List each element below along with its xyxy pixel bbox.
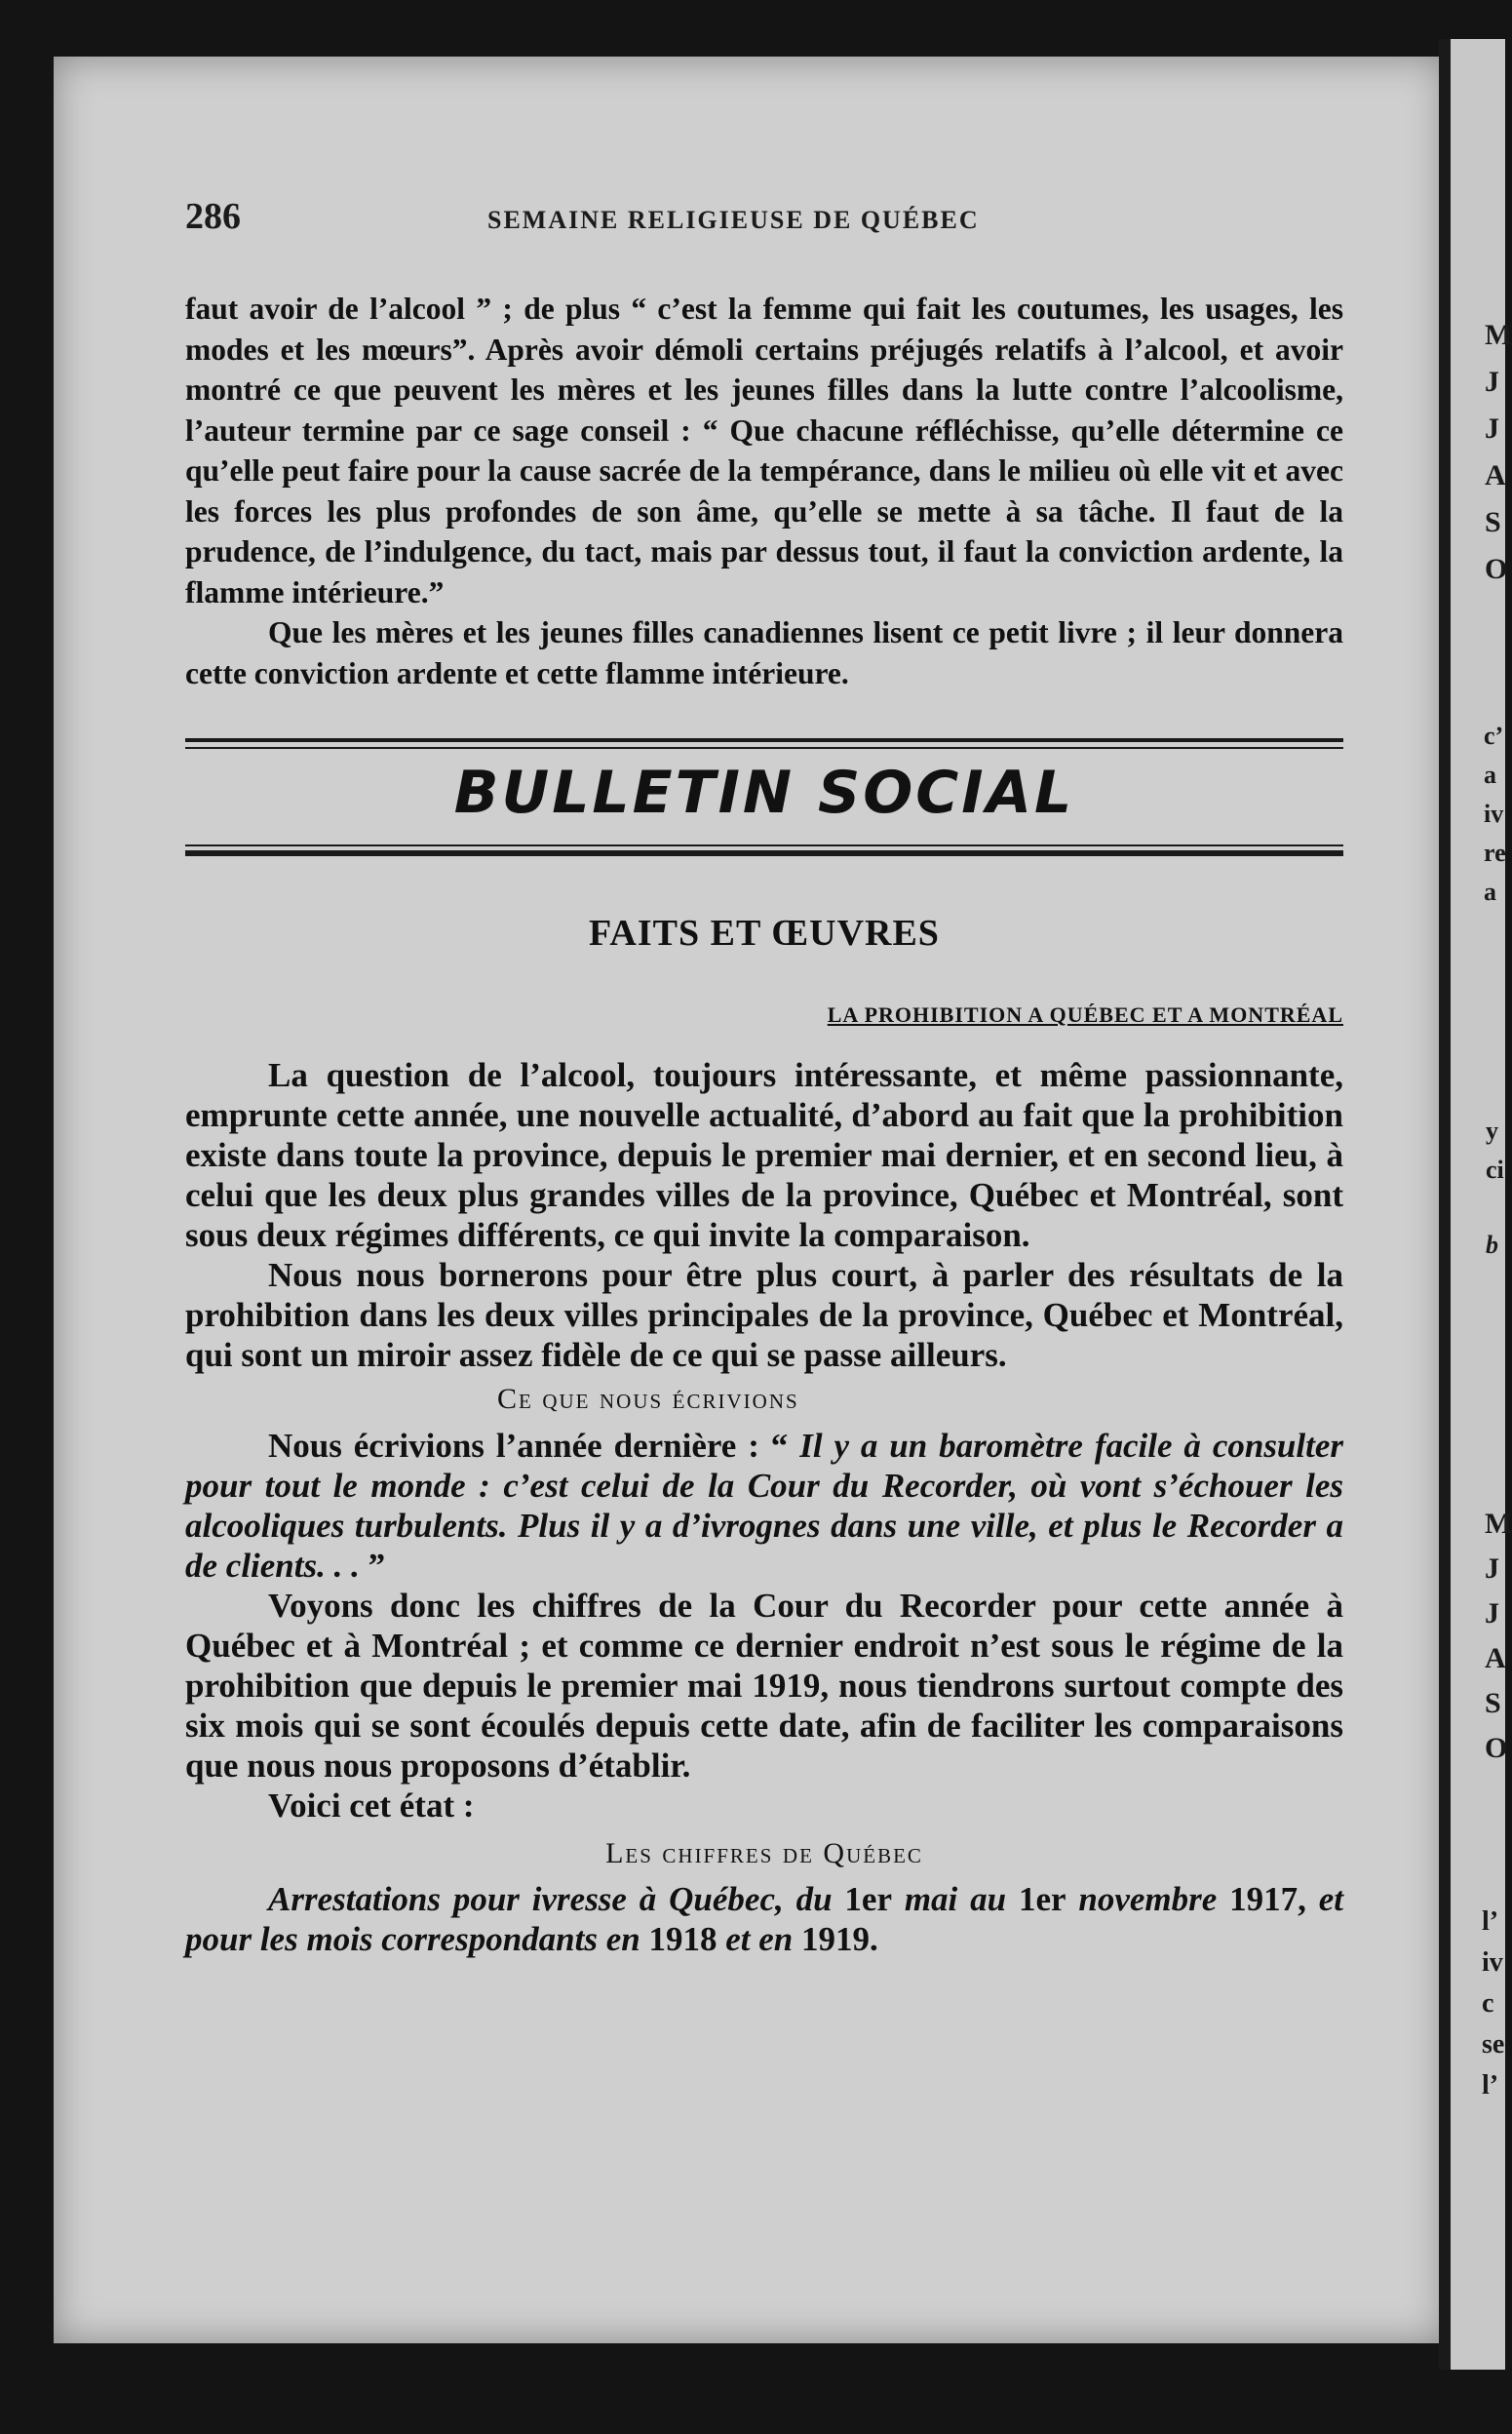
page-number: 286: [185, 196, 241, 237]
facing-letter: M: [1485, 319, 1512, 351]
heading-chiffres-quebec: Les chiffres de Québec: [605, 1836, 923, 1869]
facing-letter: J: [1485, 1552, 1499, 1585]
rule-bottom-thick: [185, 850, 1343, 856]
heading-ce-que-nous-ecrivions: Ce que nous écrivions: [497, 1383, 799, 1415]
p3-end: ”: [368, 1546, 386, 1585]
facing-letter: S: [1485, 506, 1501, 538]
intro-text: [185, 289, 1343, 693]
body-paragraph-2: Nous nous bornerons pour être plus court, à parler des résultats de la prohibition dans les deux villes principales de la province, Québec et Montréal, qui sont un miroir assez fidèle de ce qui se passe ailleurs.: [185, 1256, 1343, 1374]
facing-letter: re: [1484, 839, 1506, 867]
p6-f: 1917,: [1229, 1880, 1306, 1918]
body-paragraph-4: Voyons donc les chiffres de la Cour du Recorder pour cette année à Québec et à Montréal ; et comme ce dernier endroit n’est sous le régime de la prohibition que depuis le premier mai 1919, nous tiendrons surtout compte des six mois qui se sont écoulés depuis cette date, afin de faciliter les comparaisons que nous nous proposons d’établir.: [185, 1586, 1343, 1785]
p6-j: 1919.: [801, 1920, 878, 1958]
facing-letter: y: [1486, 1117, 1498, 1145]
p6-c: mai au: [891, 1880, 1019, 1918]
facing-letter: c: [1482, 1988, 1494, 2019]
rule-top-thin: [185, 747, 1343, 749]
facing-letters-mid3: b: [1486, 1231, 1498, 1259]
page-header: [185, 195, 1267, 238]
p6-b: 1er: [844, 1880, 892, 1918]
p6-a: Arrestations pour ivresse à Québec, du: [268, 1880, 845, 1918]
facing-letter: se: [1482, 2029, 1505, 2060]
facing-letter: a: [1484, 878, 1496, 906]
intro-paragraph-2: Que les mères et les jeunes filles canadiennes lisent ce petit livre ; il leur donnera cette conviction ardente et cette flamme intérieure.: [185, 615, 1343, 690]
p6-d: 1er: [1018, 1880, 1066, 1918]
rule-top-thick: [185, 738, 1343, 742]
body-paragraph-5: Voici cet état :: [268, 1786, 475, 1825]
rule-bottom-thin: [185, 844, 1343, 846]
facing-letter: c’: [1484, 722, 1504, 750]
p3-quote: Il y a un baromètre facile à consulter pour tout le monde : c’est celui de la Cour du Recorder, où vont s’échouer les alcooliques turbulents. Plus il y a d’ivrognes dans une ville, et plus le Recorder a de clients. . .: [185, 1426, 1344, 1585]
facing-letter: l’: [1482, 1906, 1499, 1937]
facing-letters-low: [1485, 1502, 1512, 1771]
facing-letter: iv: [1484, 800, 1504, 828]
bulletin-title: BULLETIN SOCIAL: [453, 759, 1075, 827]
facing-letter: A: [1485, 1642, 1506, 1674]
facing-letter: l’: [1482, 2070, 1499, 2100]
facing-letter: iv: [1482, 1947, 1503, 1978]
p3-lead: Nous écrivions l’année dernière : “: [268, 1426, 800, 1465]
facing-letter: J: [1485, 366, 1499, 398]
body-paragraph-1: La question de l’alcool, toujours intéressante, et même passionnante, emprunte cette année, une nouvelle actualité, d’abord au fait que la prohibition existe dans toute la province, depuis le premier mai dernier, et en second lieu, à celui que les deux plus grandes villes de la province, Québec et Montréal, sont sous deux régimes différents, ce qui invite la comparaison.: [185, 1056, 1343, 1254]
subsection-heading: LA PROHIBITION A QUÉBEC ET A MONTRÉAL: [827, 1002, 1343, 1027]
p6-i: et en: [717, 1920, 802, 1958]
facing-letters-bot: [1482, 1902, 1504, 2106]
facing-letter: J: [1485, 412, 1499, 445]
section-heading: FAITS ET ŒUVRES: [589, 913, 940, 954]
facing-letters-mid: [1484, 717, 1506, 912]
body-text: [185, 1055, 1343, 1959]
body-paragraph-3: [185, 1426, 1343, 1586]
body-paragraph-6: [185, 1879, 1343, 1959]
facing-letter: S: [1485, 1687, 1501, 1719]
facing-letter: J: [1485, 1597, 1499, 1629]
facing-letter: ci: [1486, 1156, 1504, 1184]
facing-letter: a: [1484, 761, 1496, 789]
facing-letter: M: [1485, 1508, 1512, 1540]
p6-g: et pour les mois correspondants en: [185, 1880, 1343, 1958]
intro-paragraph-1: faut avoir de l’alcool ” ; de plus “ c’est la femme qui fait les coutumes, les usages, les modes et les mœurs”. Après avoir démoli certains préjugés relatifs à l’alcool, et avoir montré ce que peuvent les mères et les jeunes filles dans la lutte contre l’alcoolisme, l’auteur termine par ce sage conseil : “ Que chacune réfléchisse, qu’elle détermine ce qu’elle peut faire pour la cause sacrée de la tempérance, dans le milieu où elle vit et avec les forces les plus profondes de son âme, qu’elle se mette à sa tâche. Il faut de la prudence, de l’indulgence, du tact, mais par dessus tout, il faut la conviction ardente, la flamme intérieure.”: [185, 292, 1343, 609]
facing-letter: A: [1485, 459, 1506, 491]
running-title: SEMAINE RELIGIEUSE DE QUÉBEC: [487, 206, 980, 234]
p6-e: novembre: [1066, 1880, 1218, 1918]
facing-letter: O: [1485, 553, 1508, 585]
facing-letters-top: [1485, 312, 1512, 593]
facing-letter: O: [1485, 1732, 1508, 1764]
p6-h: 1918: [648, 1920, 717, 1958]
facing-letters-mid2: [1486, 1112, 1504, 1190]
